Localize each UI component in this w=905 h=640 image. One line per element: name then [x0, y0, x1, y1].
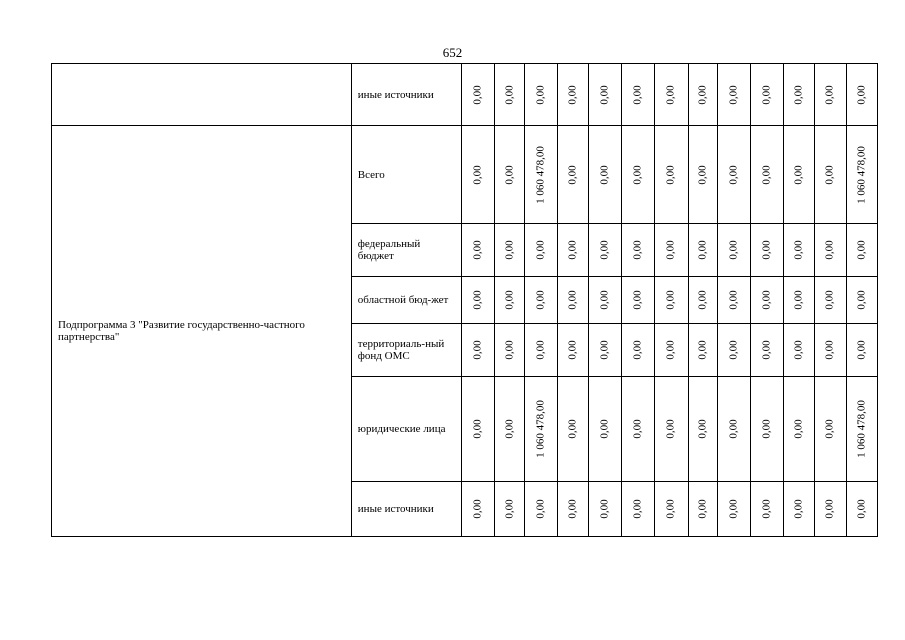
- value-cell: [783, 64, 814, 126]
- subprogram-title: Подпрограмма 3 "Развитие государственно-частного партнерства": [52, 126, 352, 537]
- value-text: 1 060 478,00: [534, 400, 547, 458]
- row-label: юридические лица: [351, 377, 462, 482]
- value-text: 0,00: [598, 164, 611, 185]
- value-cell: [525, 277, 557, 324]
- row-label: иные источники: [351, 482, 462, 537]
- value-cell: [814, 377, 846, 482]
- value-text: 0,00: [534, 340, 547, 360]
- value-text: 0,00: [471, 419, 484, 439]
- value-cell: [717, 277, 750, 324]
- value-text: 0,00: [631, 240, 644, 260]
- value-text: 0,00: [823, 499, 836, 519]
- value-cell: [814, 126, 846, 224]
- value-cell: [717, 482, 750, 537]
- value-text: 1 060 478,00: [855, 145, 868, 204]
- value-text: 0,00: [598, 84, 611, 105]
- value-text: 0,00: [727, 84, 740, 105]
- value-cell: [750, 482, 783, 537]
- value-text: 0,00: [696, 499, 709, 519]
- value-cell: [462, 277, 495, 324]
- value-cell: [462, 324, 495, 377]
- table-row: [52, 64, 878, 126]
- value-text: 0,00: [855, 340, 868, 360]
- value-cell: [462, 482, 495, 537]
- value-text: 0,00: [664, 84, 677, 105]
- value-text: 0,00: [664, 290, 677, 310]
- value-text: 0,00: [696, 290, 709, 310]
- value-text: 0,00: [631, 499, 644, 519]
- value-cell: [688, 277, 717, 324]
- value-text: 0,00: [760, 419, 773, 439]
- value-cell: [495, 126, 525, 224]
- value-text: 0,00: [566, 240, 578, 260]
- value-cell: [588, 224, 621, 277]
- value-text: 0,00: [534, 499, 547, 519]
- value-cell: [814, 64, 846, 126]
- value-text: 0,00: [792, 164, 805, 185]
- value-text: 0,00: [664, 240, 677, 260]
- value-cell: [717, 377, 750, 482]
- value-text: 0,00: [566, 84, 578, 105]
- value-cell: [495, 224, 525, 277]
- value-text: 0,00: [760, 499, 773, 519]
- empty-program-cell: [52, 64, 352, 126]
- value-text: 0,00: [696, 164, 709, 185]
- value-cell: [750, 224, 783, 277]
- value-cell: [557, 377, 588, 482]
- value-text: 0,00: [696, 419, 709, 439]
- value-cell: [588, 377, 621, 482]
- value-cell: [462, 377, 495, 482]
- value-text: 0,00: [534, 290, 547, 310]
- value-text: 0,00: [760, 164, 773, 185]
- value-text: 0,00: [823, 419, 836, 439]
- value-cell: [846, 64, 877, 126]
- value-cell: [462, 126, 495, 224]
- value-cell: [654, 126, 688, 224]
- value-cell: [621, 324, 654, 377]
- value-cell: [495, 277, 525, 324]
- value-cell: [654, 277, 688, 324]
- value-text: 0,00: [855, 499, 868, 519]
- value-cell: [557, 126, 588, 224]
- value-cell: [525, 126, 557, 224]
- value-cell: [750, 64, 783, 126]
- value-cell: [654, 324, 688, 377]
- value-text: 0,00: [823, 290, 836, 310]
- value-text: 0,00: [534, 240, 547, 260]
- value-text: 1 060 478,00: [534, 145, 547, 204]
- value-text: 0,00: [727, 499, 740, 519]
- row-label: территориаль-ный фонд ОМС: [351, 324, 462, 377]
- value-text: 0,00: [631, 290, 644, 310]
- value-cell: [525, 324, 557, 377]
- value-cell: [557, 324, 588, 377]
- value-cell: [495, 64, 525, 126]
- row-label: Всего: [351, 126, 462, 224]
- value-cell: [750, 324, 783, 377]
- value-cell: [588, 324, 621, 377]
- value-cell: [525, 224, 557, 277]
- value-cell: [750, 377, 783, 482]
- value-cell: [495, 324, 525, 377]
- page-number: 652: [442, 45, 463, 60]
- value-text: 0,00: [566, 419, 578, 439]
- value-cell: [717, 324, 750, 377]
- value-cell: [783, 482, 814, 537]
- value-cell: [717, 126, 750, 224]
- value-text: 0,00: [598, 340, 611, 360]
- value-text: 0,00: [727, 290, 740, 310]
- value-cell: [814, 482, 846, 537]
- value-text: 0,00: [566, 290, 578, 310]
- value-text: 0,00: [664, 340, 677, 360]
- value-cell: [557, 277, 588, 324]
- value-text: 0,00: [503, 499, 516, 519]
- funding-table: [51, 63, 878, 537]
- value-text: 0,00: [598, 290, 611, 310]
- value-cell: [750, 277, 783, 324]
- value-text: 0,00: [792, 340, 805, 360]
- value-cell: [621, 277, 654, 324]
- value-cell: [588, 482, 621, 537]
- value-text: 0,00: [471, 340, 484, 360]
- value-text: 0,00: [696, 340, 709, 360]
- value-text: 0,00: [471, 240, 484, 260]
- value-cell: [783, 224, 814, 277]
- value-cell: [717, 224, 750, 277]
- table-row: [52, 126, 878, 224]
- value-text: 0,00: [727, 419, 740, 439]
- value-text: 0,00: [566, 164, 578, 185]
- value-text: 0,00: [792, 240, 805, 260]
- value-cell: [588, 64, 621, 126]
- value-text: 0,00: [855, 290, 868, 310]
- value-text: 0,00: [598, 499, 611, 519]
- value-cell: [688, 482, 717, 537]
- value-cell: [495, 482, 525, 537]
- value-cell: [688, 126, 717, 224]
- value-text: 0,00: [760, 240, 773, 260]
- value-cell: [621, 64, 654, 126]
- row-label: областной бюд-жет: [351, 277, 462, 324]
- value-text: 0,00: [503, 340, 516, 360]
- value-cell: [717, 64, 750, 126]
- value-text: 0,00: [760, 340, 773, 360]
- value-cell: [846, 377, 877, 482]
- value-cell: [846, 277, 877, 324]
- value-text: 0,00: [471, 164, 484, 185]
- value-text: 0,00: [598, 419, 611, 439]
- value-cell: [588, 126, 621, 224]
- value-text: 0,00: [566, 340, 578, 360]
- value-text: 0,00: [471, 499, 484, 519]
- value-cell: [783, 324, 814, 377]
- value-text: 0,00: [503, 84, 516, 105]
- row-label: иные источники: [351, 64, 462, 126]
- value-cell: [654, 482, 688, 537]
- value-cell: [525, 377, 557, 482]
- value-text: 0,00: [471, 290, 484, 310]
- value-cell: [495, 377, 525, 482]
- value-cell: [750, 126, 783, 224]
- value-text: 0,00: [503, 240, 516, 260]
- value-cell: [654, 224, 688, 277]
- value-cell: [621, 482, 654, 537]
- value-cell: [557, 482, 588, 537]
- value-text: 0,00: [664, 499, 677, 519]
- value-cell: [783, 126, 814, 224]
- value-text: 0,00: [566, 499, 578, 519]
- row-label: федеральный бюджет: [351, 224, 462, 277]
- value-text: 0,00: [631, 164, 644, 185]
- value-cell: [621, 224, 654, 277]
- value-text: 0,00: [631, 340, 644, 360]
- value-cell: [557, 224, 588, 277]
- value-text: 0,00: [503, 164, 516, 185]
- value-text: 0,00: [760, 290, 773, 310]
- value-cell: [846, 482, 877, 537]
- value-text: 0,00: [503, 419, 516, 439]
- value-text: 0,00: [696, 240, 709, 260]
- value-text: 0,00: [823, 84, 836, 105]
- value-cell: [846, 224, 877, 277]
- value-cell: [654, 377, 688, 482]
- value-cell: [525, 482, 557, 537]
- value-cell: [462, 64, 495, 126]
- value-cell: [462, 224, 495, 277]
- value-text: 0,00: [823, 164, 836, 185]
- value-text: 1 060 478,00: [855, 400, 868, 458]
- value-text: 0,00: [598, 240, 611, 260]
- value-text: 0,00: [664, 419, 677, 439]
- value-text: 0,00: [792, 499, 805, 519]
- value-cell: [846, 324, 877, 377]
- value-text: 0,00: [631, 419, 644, 439]
- value-text: 0,00: [727, 340, 740, 360]
- value-cell: [557, 64, 588, 126]
- value-text: 0,00: [471, 84, 484, 105]
- value-cell: [814, 324, 846, 377]
- value-cell: [783, 377, 814, 482]
- value-cell: [688, 224, 717, 277]
- value-cell: [688, 324, 717, 377]
- value-text: 0,00: [792, 84, 805, 105]
- value-text: 0,00: [727, 240, 740, 260]
- value-text: 0,00: [792, 290, 805, 310]
- value-text: 0,00: [503, 290, 516, 310]
- value-cell: [588, 277, 621, 324]
- value-cell: [783, 277, 814, 324]
- value-text: 0,00: [534, 84, 547, 105]
- value-text: 0,00: [760, 84, 773, 105]
- value-text: 0,00: [855, 240, 868, 260]
- value-cell: [814, 224, 846, 277]
- value-cell: [688, 64, 717, 126]
- value-cell: [814, 277, 846, 324]
- value-text: 0,00: [823, 240, 836, 260]
- value-text: 0,00: [696, 84, 709, 105]
- value-text: 0,00: [664, 164, 677, 185]
- value-cell: [846, 126, 877, 224]
- value-text: 0,00: [823, 340, 836, 360]
- value-text: 0,00: [727, 164, 740, 185]
- value-text: 0,00: [855, 84, 868, 105]
- value-cell: [525, 64, 557, 126]
- value-cell: [654, 64, 688, 126]
- value-cell: [688, 377, 717, 482]
- value-cell: [621, 126, 654, 224]
- value-text: 0,00: [792, 419, 805, 439]
- value-cell: [621, 377, 654, 482]
- value-text: 0,00: [631, 84, 644, 105]
